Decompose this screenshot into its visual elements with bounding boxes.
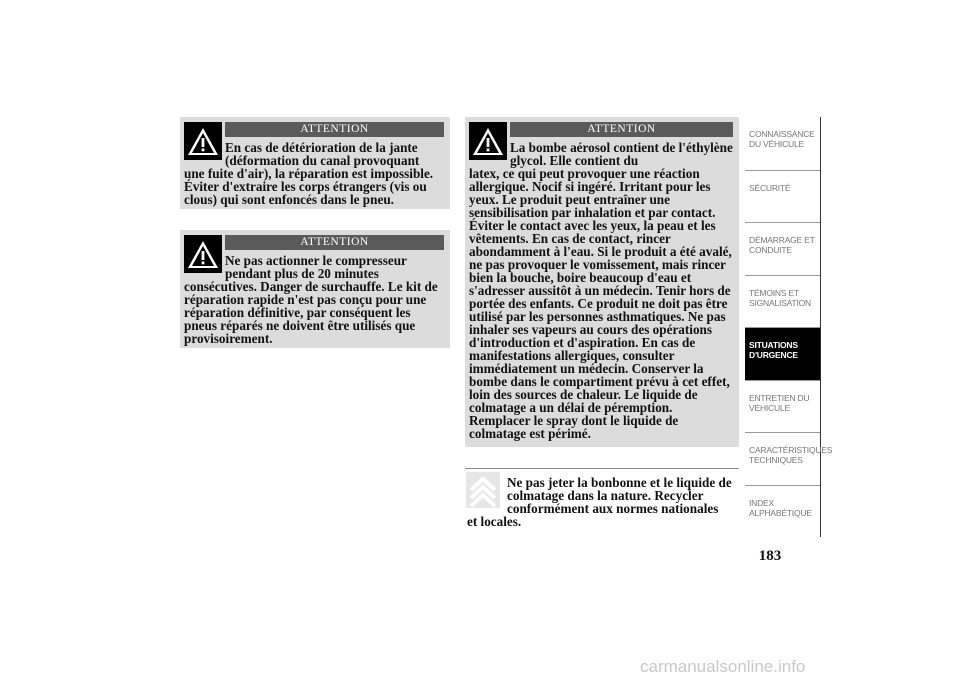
warning-box-1 xyxy=(180,117,450,209)
watermark: carmanualsonline.info xyxy=(640,657,806,676)
page-number: 183 xyxy=(758,548,782,564)
tab-situations-urgence[interactable]: SITUATIONS D'URGENCE xyxy=(745,327,820,380)
tab-entretien[interactable]: ENTRETIEN DU VÉHICULE xyxy=(745,380,820,433)
warning-text-lead: En cas de détérioration de la jante (déformation du canal provoquant xyxy=(225,140,420,168)
warning-text-lead: La bombe aérosol contient de l'éthylène glycol. Elle contient du xyxy=(510,140,733,168)
warning-text-body: latex, ce qui peut provoquer une réaction allergique. Nocif si ingéré. Irritant pour les yeux. Le produit peut entraîner une sensibilisation par inhalation et par contact. Éviter le contact avec les yeux, la peau et les vêtements. En cas de contact, rincer abondamment à l'eau. Si le produit a été avalé, ne pas provoquer le vomissement, mais rincer bien la bouche, boire beaucoup d'eau et s'adresser aussitôt à un médecin. Tenir hors de portée des enfants. Ce produit ne doit pas être utilisé par les personnes asthmatiques. Ne pas inhaler ses vapeurs au cours des opérations d'introduction et d'aspiration. En cas de manifestations allergiques, consulter immédiatement un médecin. Conserver la bombe dans le compartiment prévu à cet effet, loin des sources de chaleur. Le liquide de colmatage a un délai de péremption. Remplacer le spray dont le liquide de colmatage est périmé. xyxy=(469,166,732,441)
tab-temoins[interactable]: TÉMOINS ET SIGNALISATION xyxy=(745,275,820,328)
warning-title: ATTENTION xyxy=(225,235,444,250)
tab-connaissance[interactable]: CONNAISSANCE DU VÉHICULE xyxy=(749,129,815,149)
note-text-body: et locales. xyxy=(467,514,522,529)
note-divider xyxy=(465,468,739,469)
tab-caracteristiques[interactable]: CARACTÉRISTIQUES TECHNIQUES xyxy=(745,432,820,485)
warning-text-body: une fuite d'air), la réparation est impossible. Éviter d'extraire les corps étrangers (vis ou clous) qui sont enfoncés dans le pneu. xyxy=(184,166,434,207)
warning-text-body: consécutives. Danger de surchauffe. Le kit de réparation rapide n'est pas conçu pour une réparation définitive, par conséquent les pneus réparés ne doivent être utilisés que provisoirement. xyxy=(184,279,438,346)
note-text-lead: Ne pas jeter la bonbonne et le liquide de colmatage dans la nature. Recycler conformément aux normes nationales xyxy=(507,475,732,516)
warning-triangle-icon xyxy=(469,122,507,160)
warning-text xyxy=(469,141,733,440)
warning-triangle-icon xyxy=(184,235,222,273)
warning-box-2 xyxy=(180,230,450,348)
warning-triangle-icon xyxy=(184,122,222,160)
warning-text-lead: Ne pas actionner le compresseur pendant plus de 20 minutes xyxy=(225,253,407,281)
tab-demarrage[interactable]: DÉMARRAGE ET CONDUITE xyxy=(745,222,820,275)
tab-index[interactable]: INDEX ALPHABÉTIQUE xyxy=(745,485,820,538)
warning-title: ATTENTION xyxy=(510,122,733,137)
warning-text xyxy=(184,254,444,345)
tab-securite[interactable]: SÉCURITÉ xyxy=(745,170,820,223)
warning-text xyxy=(184,141,444,206)
environment-note xyxy=(467,476,739,528)
warning-title: ATTENTION xyxy=(225,122,444,137)
chapter-tabs xyxy=(745,117,833,537)
warning-box-3 xyxy=(465,117,739,447)
